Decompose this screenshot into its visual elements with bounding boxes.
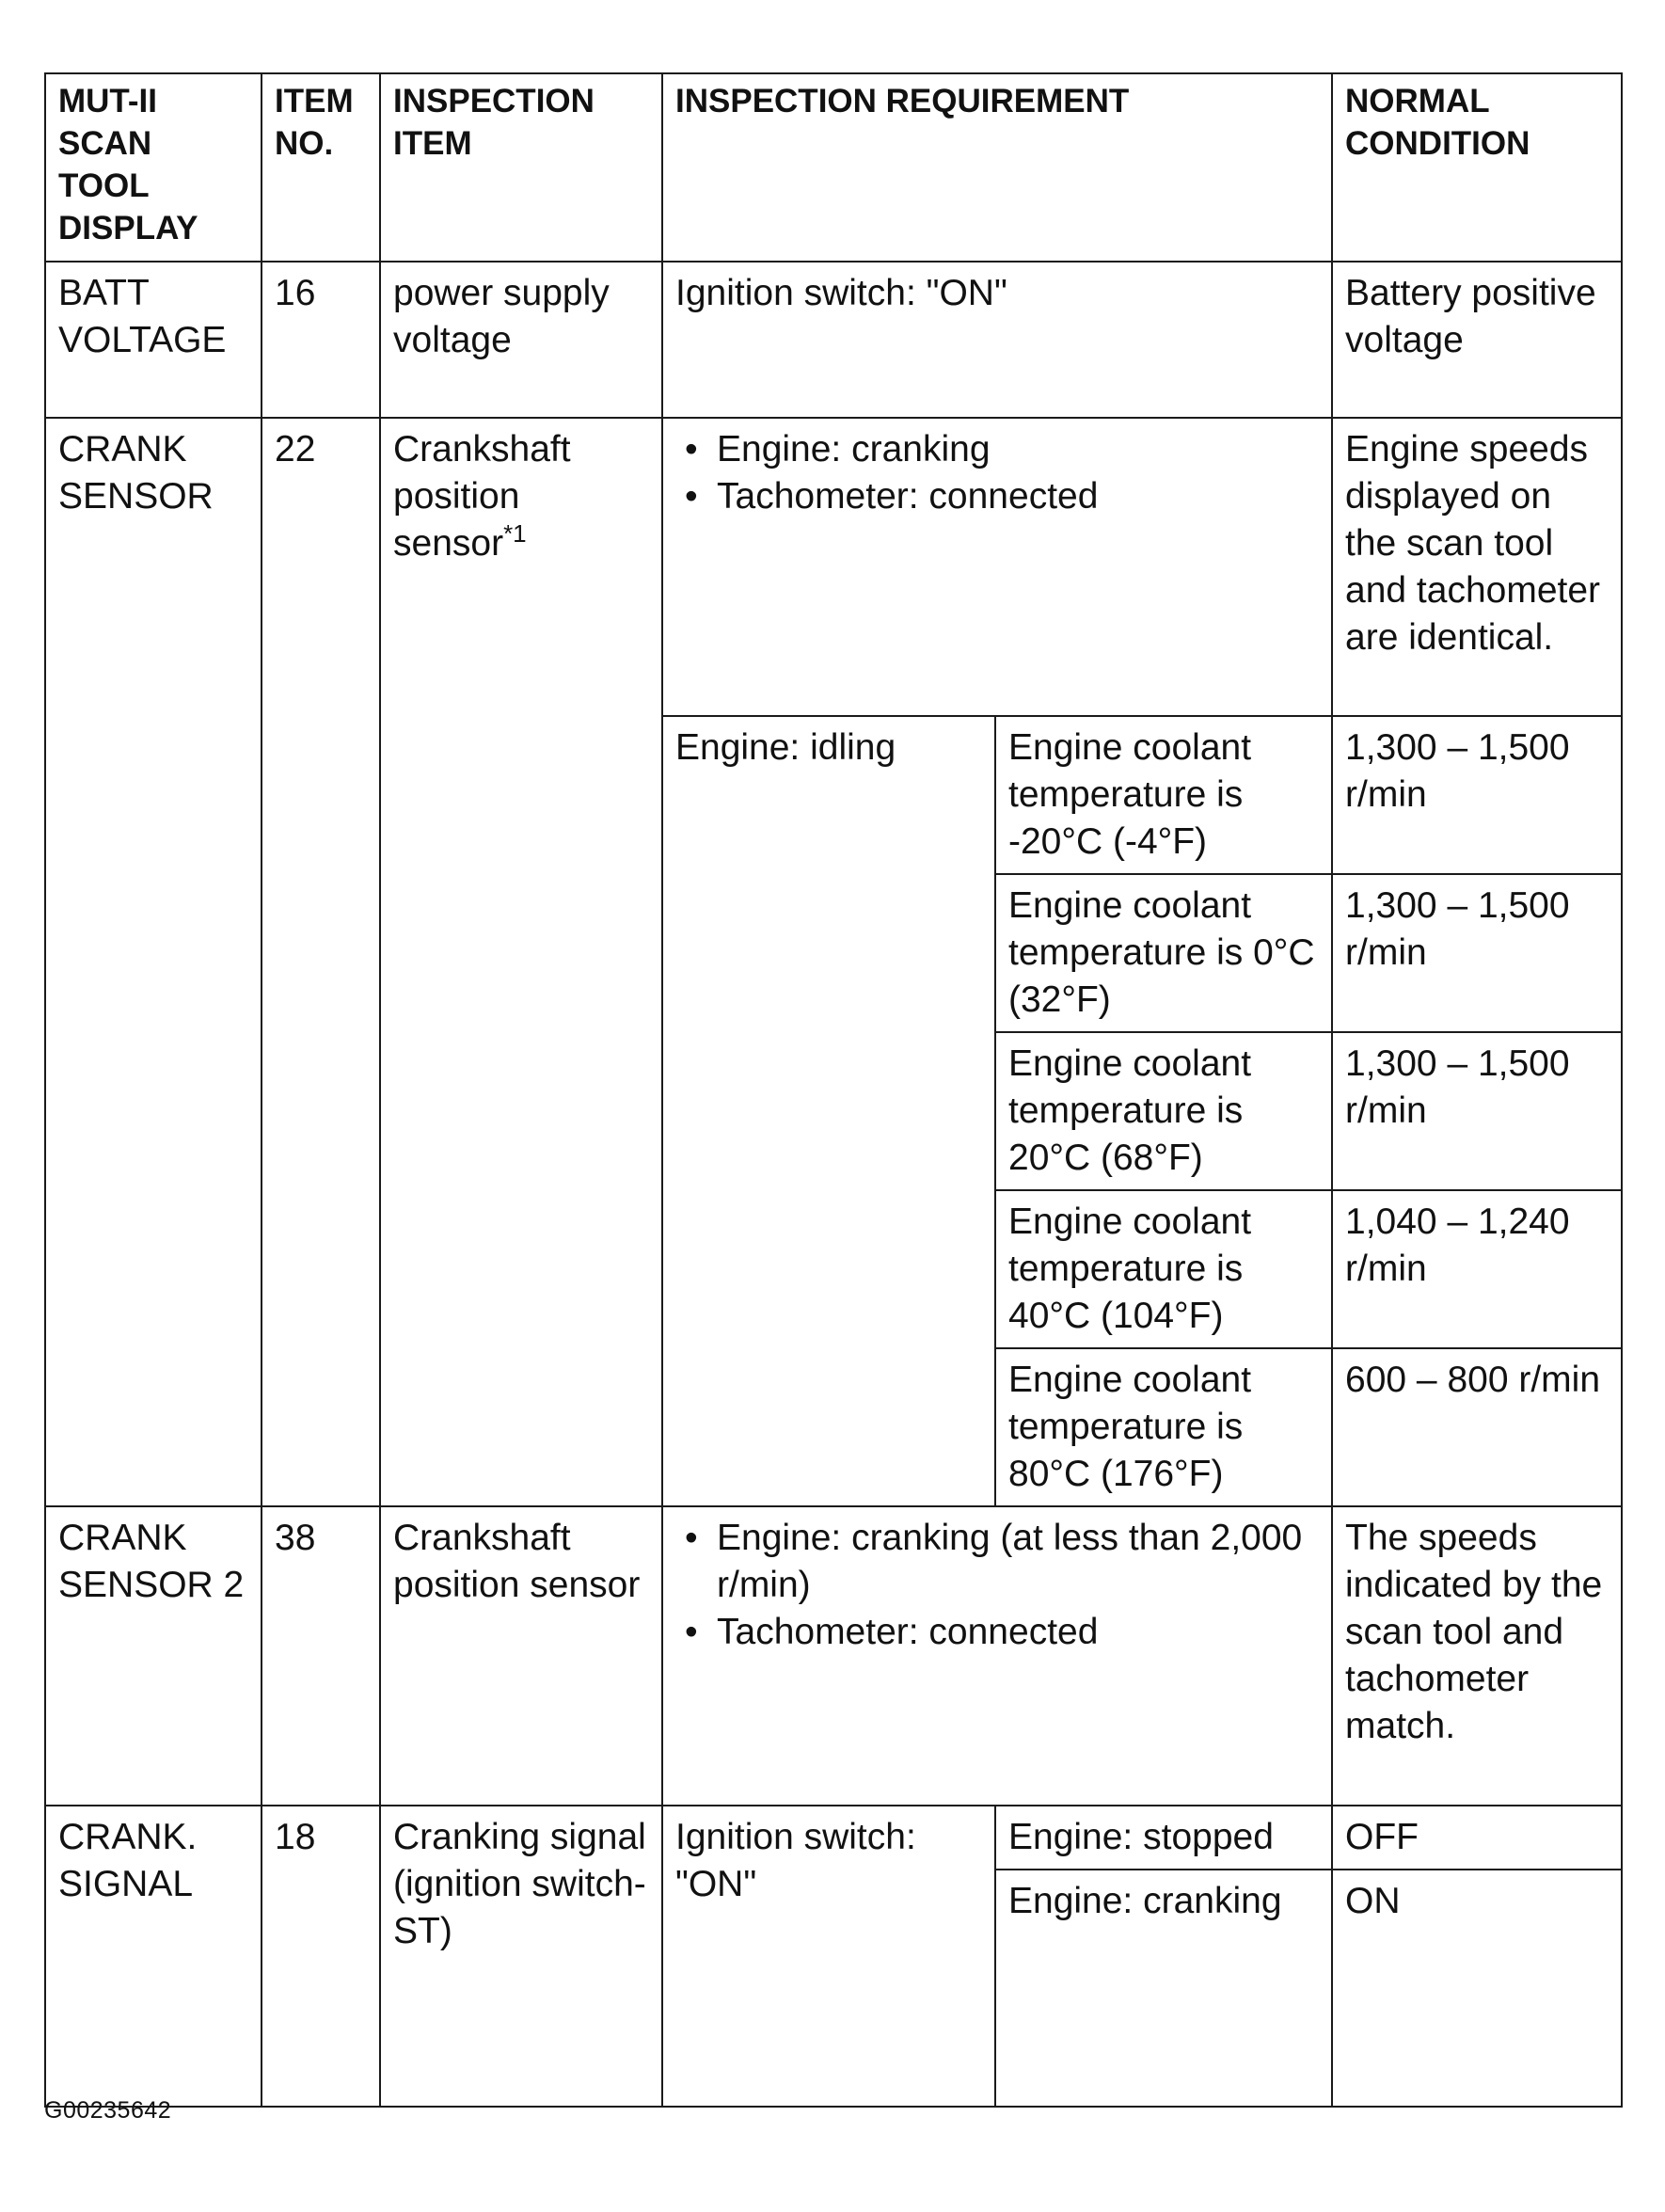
list-item: • Engine: cranking (at less than 2,000 r/min) (675, 1515, 1320, 1609)
footnote-marker: *1 (503, 519, 527, 548)
cell-requirement: Ignition switch: "ON" (662, 1806, 995, 2107)
cell-normal: 1,300 – 1,500 r/min (1332, 874, 1622, 1032)
cell-inspection-item: Cranking signal (ignition switch-ST) (380, 1806, 662, 2107)
figure-id: G00235642 (44, 2097, 172, 2124)
cell-inspection-item (380, 418, 662, 1506)
cell-coolant-condition: Engine coolant temperature is 20°C (68°F) (995, 1032, 1332, 1190)
cell-coolant-condition: Engine coolant temperature is 40°C (104°F) (995, 1190, 1332, 1348)
cell-normal: 1,300 – 1,500 r/min (1332, 1032, 1622, 1190)
table-row-crank-sensor-2 (45, 1506, 1622, 1806)
cell-coolant-condition: Engine coolant temperature is 0°C (32°F) (995, 874, 1332, 1032)
cell-normal: 1,300 – 1,500 r/min (1332, 716, 1622, 874)
inspection-item-text: Crankshaft position sensor (393, 429, 571, 564)
cell-item-no: 38 (262, 1506, 380, 1806)
cell-display: CRANK. SIGNAL (45, 1806, 262, 2107)
table-row-crank-signal (45, 1806, 1622, 1870)
cell-requirement (662, 418, 1332, 716)
requirement-list (675, 1515, 1320, 1656)
cell-display: CRANK SENSOR (45, 418, 262, 1506)
cell-inspection-item: power supply voltage (380, 262, 662, 418)
list-item: • Tachometer: connected (675, 1609, 1320, 1656)
table-row-crank-sensor (45, 418, 1622, 716)
requirement-list (675, 426, 1320, 520)
cell-requirement: Ignition switch: "ON" (662, 262, 1332, 418)
cell-normal: The speeds indicated by the scan tool and tachometer match. (1332, 1506, 1622, 1806)
cell-display: CRANK SENSOR 2 (45, 1506, 262, 1806)
cell-inspection-item: Crankshaft position sensor (380, 1506, 662, 1806)
cell-normal: 600 – 800 r/min (1332, 1348, 1622, 1506)
cell-engine-condition: Engine: stopped (995, 1806, 1332, 1870)
cell-requirement (662, 1506, 1332, 1806)
list-item: • Tachometer: connected (675, 473, 1320, 520)
cell-normal: Engine speeds displayed on the scan tool and tachometer are identical. (1332, 418, 1622, 716)
cell-normal: Battery positive voltage (1332, 262, 1622, 418)
list-item: • Engine: cranking (675, 426, 1320, 473)
cell-item-no: 22 (262, 418, 380, 1506)
cell-normal: 1,040 – 1,240 r/min (1332, 1190, 1622, 1348)
header-normal-condition: NORMAL CONDITION (1332, 73, 1622, 262)
header-row (45, 73, 1622, 262)
inspection-table (44, 72, 1623, 2108)
cell-display: BATT VOLTAGE (45, 262, 262, 418)
header-inspection-requirement: INSPECTION REQUIREMENT (662, 73, 1332, 262)
cell-item-no: 16 (262, 262, 380, 418)
cell-idle-condition: Engine: idling (662, 716, 995, 1506)
cell-item-no: 18 (262, 1806, 380, 2107)
cell-coolant-condition: Engine coolant temperature is -20°C (-4°F) (995, 716, 1332, 874)
header-inspection-item: INSPECTION ITEM (380, 73, 662, 262)
cell-normal: OFF (1332, 1806, 1622, 1870)
cell-coolant-condition: Engine coolant temperature is 80°C (176°F) (995, 1348, 1332, 1506)
cell-engine-condition: Engine: cranking (995, 1870, 1332, 2107)
cell-normal: ON (1332, 1870, 1622, 2107)
header-item-no: ITEM NO. (262, 73, 380, 262)
table-row-batt-voltage (45, 262, 1622, 418)
header-scan-tool-display: MUT-II SCAN TOOL DISPLAY (45, 73, 262, 262)
